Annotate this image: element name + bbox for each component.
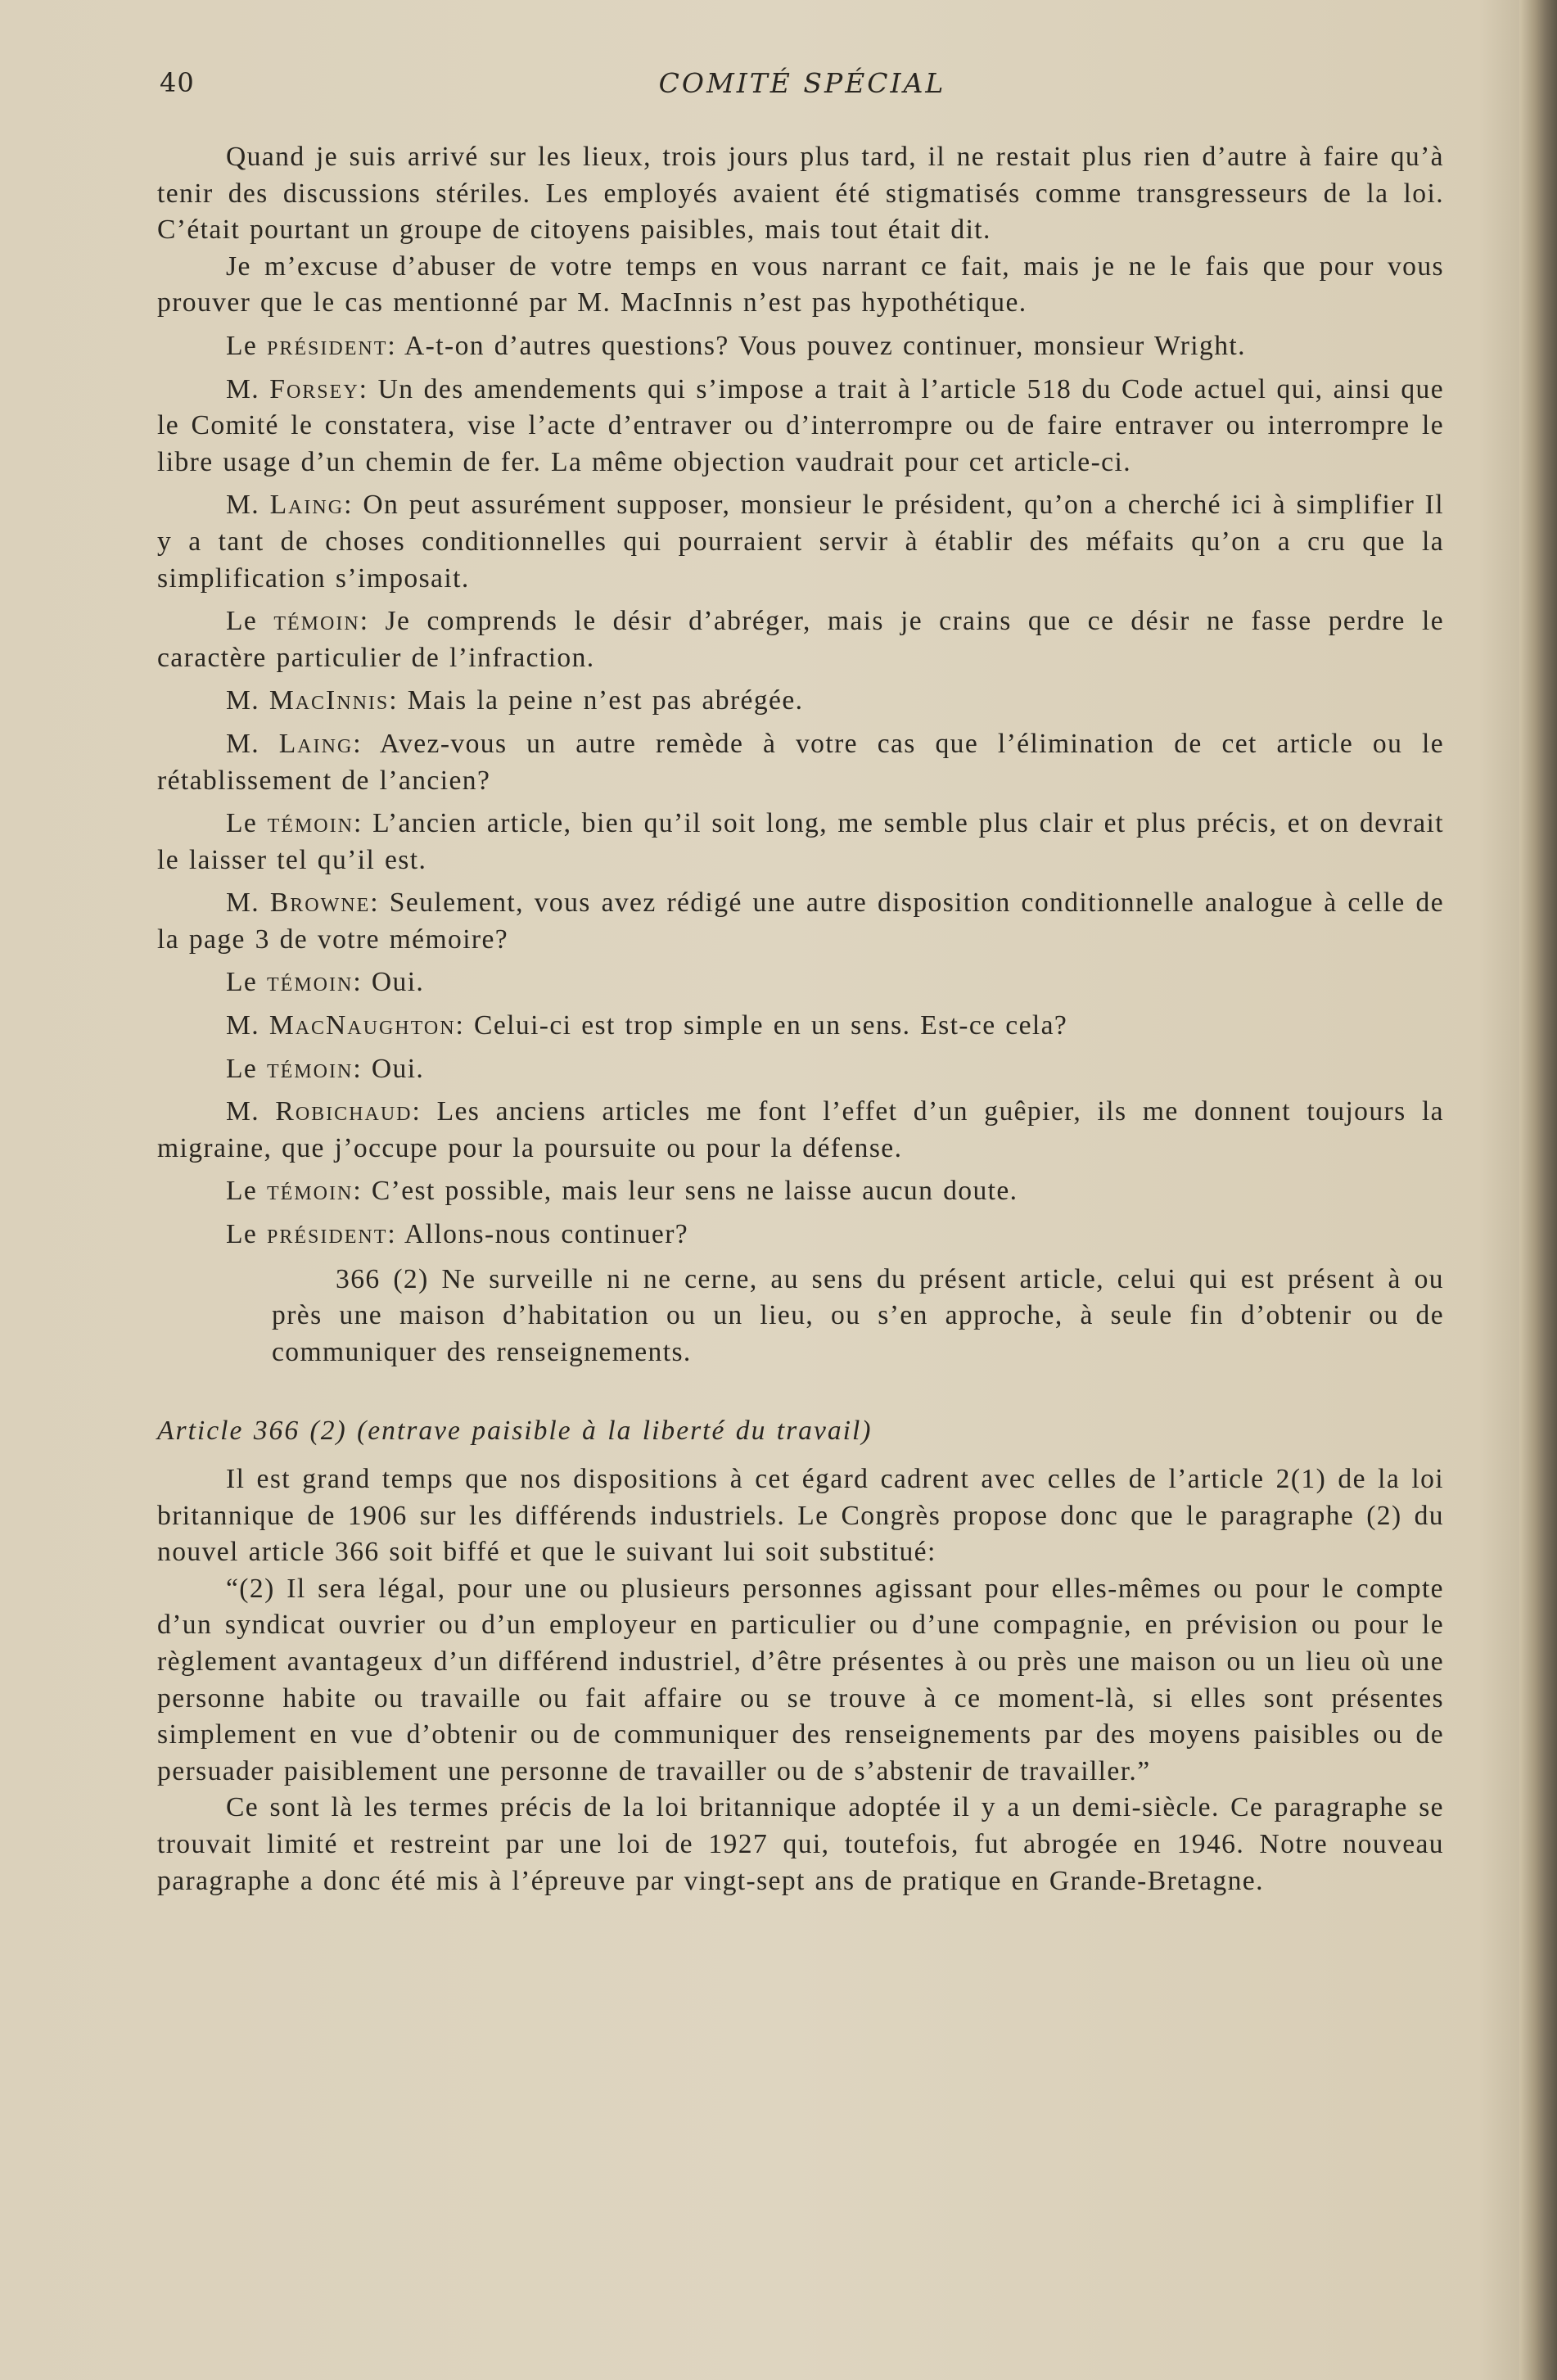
page-edge-shadow bbox=[1519, 0, 1557, 2380]
dialogue-text: : Oui. bbox=[353, 967, 425, 998]
paragraph-1 bbox=[157, 139, 1444, 249]
dialogue-line bbox=[157, 1008, 1444, 1045]
speaker-name: témoin bbox=[273, 606, 360, 637]
speaker-title: M. bbox=[226, 373, 260, 404]
speaker-name: Robichaud bbox=[275, 1096, 413, 1127]
speaker-title: M. bbox=[226, 728, 260, 759]
speaker-title: M. bbox=[226, 887, 260, 919]
speaker-name: Laing bbox=[278, 728, 354, 759]
dialogue-line bbox=[157, 885, 1444, 958]
speaker-name: MacInnis bbox=[269, 685, 390, 716]
speaker-title: Le bbox=[226, 1053, 258, 1084]
dialogue-text: : Oui. bbox=[353, 1053, 425, 1084]
dialogue-line bbox=[157, 328, 1444, 365]
speaker-name: président bbox=[267, 1219, 388, 1250]
speaker-title: M. bbox=[226, 685, 260, 716]
speaker-name: témoin bbox=[267, 1176, 354, 1207]
speaker-title: M. bbox=[226, 1096, 260, 1127]
speaker-title: Le bbox=[226, 330, 258, 361]
paragraph-text: Quand je suis arrivé sur les lieux, trois jours plus tard, il ne restait plus rien d’autre à faire qu’à tenir des discussions stériles. Les employés avaient été stigmatisés comme transgresseurs de la loi. C’était pourtant un groupe de citoyens paisibles, mais tout était dit. bbox=[157, 142, 1444, 246]
section-paragraph: Il est grand temps que nos dispositions à cet égard cadrent avec celles de l’article 2(1) de la loi britannique de 1906 sur les différends industriels. Le Congrès propose donc que le paragraphe (2) du nouvel article 366 soit biffé et que le suivant lui soit substitué: bbox=[157, 1464, 1444, 1568]
dialogue-line bbox=[157, 683, 1444, 720]
speaker-name: Forsey bbox=[269, 373, 359, 404]
speaker-name: témoin bbox=[267, 1053, 354, 1084]
dialogue-line bbox=[157, 726, 1444, 799]
speaker-title: Le bbox=[226, 606, 258, 637]
dialogue-text: : Mais la peine n’est pas abrégée. bbox=[389, 685, 804, 716]
speaker-title: Le bbox=[226, 1176, 258, 1207]
dialogue-text: : Seulement, vous avez rédigé une autre disposition conditionnelle analogue à celle de la page 3 de votre mémoire? bbox=[157, 887, 1445, 955]
paragraph-2 bbox=[157, 249, 1444, 322]
dialogue-line bbox=[157, 1094, 1444, 1167]
page-body bbox=[157, 139, 1444, 1899]
dialogue-line bbox=[157, 372, 1444, 481]
dialogue-text: : C’est possible, mais leur sens ne laisse aucun doute. bbox=[353, 1176, 1018, 1207]
page-header bbox=[160, 67, 1445, 108]
dialogue-text: : Un des amendements qui s’impose a trait à l’article 518 du Code actuel qui, ainsi que le Comité le constatera, vise l’acte d’entraver ou d’interrompre ou de faire entraver ou interrompre le libre usage d’un chemin de fer. La même objection vaudrait pour cet article-ci. bbox=[157, 373, 1444, 477]
section-title: Article 366 (2) (entrave paisible à la liberté du travail) bbox=[157, 1416, 873, 1447]
dialogue-line bbox=[157, 1051, 1444, 1088]
dialogue-text: : Allons-nous continuer? bbox=[387, 1219, 689, 1250]
quoted-article: 366 (2) Ne surveille ni ne cerne, au sens du présent article, celui qui est présent à ou près une maison d’habitation ou un lieu, ou s’en approche, à seule fin d’obtenir ou de communiquer des renseignements. bbox=[272, 1263, 1444, 1367]
speaker-name: Laing bbox=[269, 490, 345, 521]
dialogue-text: : Celui-ci est trop simple en un sens. Est-ce cela? bbox=[455, 1010, 1068, 1041]
speaker-name: témoin bbox=[267, 808, 354, 839]
dialogue-line bbox=[157, 1173, 1444, 1210]
speaker-title: Le bbox=[226, 808, 258, 839]
speaker-title: Le bbox=[226, 1219, 258, 1250]
dialogue-line bbox=[157, 806, 1444, 878]
dialogue-text: : A-t-on d’autres questions? Vous pouvez continuer, monsieur Wright. bbox=[387, 330, 1246, 361]
paragraph-text: Je m’excuse d’abuser de votre temps en vous narrant ce fait, mais je ne le fais que pour vous prouver que le cas mentionné par M. MacInnis n’est pas hypothétique. bbox=[157, 251, 1444, 318]
section-paragraph: Ce sont là les termes précis de la loi britannique adoptée il y a un demi-siècle. Ce paragraphe se trouvait limité et restreint par une loi de 1927 qui, toutefois, fut abrogée en 1946. Notre nouveau paragraphe a donc été mis à l’épreuve par vingt-sept ans de pratique en Grande-Bretagne. bbox=[157, 1792, 1444, 1896]
dialogue-line bbox=[157, 1217, 1444, 1253]
dialogue-line bbox=[157, 487, 1444, 597]
dialogue-text: : On peut assurément supposer, monsieur le président, qu’on a cherché ici à simplifier Il y a tant de choses conditionnelles qui pourraient servir à établir des méfaits qu’on a cru que la simplification s’imposait. bbox=[157, 490, 1444, 594]
speaker-name: président bbox=[267, 330, 388, 361]
speaker-name: Browne bbox=[269, 887, 371, 919]
speaker-title: Le bbox=[226, 967, 258, 998]
dialogue-line bbox=[157, 964, 1444, 1001]
running-head: COMITÉ SPÉCIAL bbox=[658, 67, 946, 99]
dialogue-text: : Les anciens articles me font l’effet d’un guêpier, ils me donnent toujours la migraine, que j’occupe pour la poursuite ou pour la défense. bbox=[157, 1096, 1444, 1163]
speaker-title: M. bbox=[226, 1010, 260, 1041]
dialogue-line bbox=[157, 603, 1444, 676]
dialogue-text: : Avez-vous un autre remède à votre cas que l’élimination de cet article ou le rétablissement de l’ancien? bbox=[157, 728, 1445, 796]
section-quote-paragraph: “(2) Il sera légal, pour une ou plusieurs personnes agissant pour elles-mêmes ou pour le compte d’un syndicat ouvrier ou d’un employeur en particulier ou d’une compagnie, en prévision ou pour le règlement avantageux d’un différend industriel, d’être présentes à ou près une maison ou un lieu où une personne habite ou travaille ou fait affaire ou se trouve à ce moment-là, si elles sont présentes simplement en vue d’obtenir ou de communiquer des renseignements par des moyens paisibles ou de persuader paisiblement une personne de travailler ou de s’abstenir de travailler.” bbox=[157, 1573, 1444, 1786]
speaker-name: témoin bbox=[267, 967, 354, 998]
speaker-title: M. bbox=[226, 490, 260, 521]
page-number: 40 bbox=[160, 67, 195, 98]
speaker-name: MacNaughton bbox=[269, 1010, 456, 1041]
dialogue-text: : Je comprends le désir d’abréger, mais je crains que ce désir ne fasse perdre le caractère particulier de l’infraction. bbox=[157, 606, 1445, 673]
dialogue-text: : L’ancien article, bien qu’il soit long, me semble plus clair et plus précis, et on devrait le laisser tel qu’il est. bbox=[157, 808, 1445, 875]
